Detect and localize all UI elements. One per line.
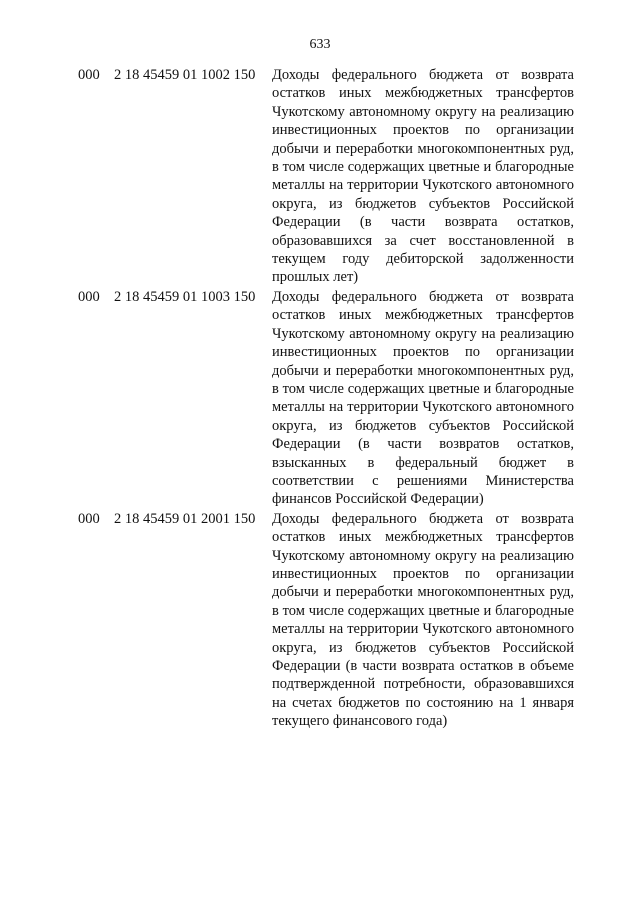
budget-classification-code: 2 18 45459 01 1002 150 [114, 67, 256, 83]
administrator-code: 000 [78, 67, 100, 83]
table-row [78, 66, 574, 287]
income-description: Доходы федерального бюджета от возврата остатков иных межбюджетных трансфертов Чукотскому автономному округу на реализацию инвестиционных проектов по организации добычи и переработки многокомпонентных руд, в том числе содержащих цветные и благородные металлы на территории Чукотского автономного округа, из бюджетов субъектов Российской Федерации (в части возврата остатков в объеме подтвержденной потребности, образовавшихся на счетах бюджетов по состоянию на 1 января текущего финансового года) [272, 510, 574, 730]
administrator-code: 000 [78, 510, 100, 527]
income-description: Доходы федерального бюджета от возврата остатков иных межбюджетных трансфертов Чукотскому автономному округу на реализацию инвестиционных проектов по организации добычи и переработки многокомпонентных руд, в том числе содержащих цветные и благородные металлы на территории Чукотского автономного округа, из бюджетов субъектов Российской Федерации (в части возвратов остатков, взысканных в федеральный бюджет в соответствии с решениями Министерства финансов Российской Федерации) [272, 288, 574, 508]
budget-classification-code: 2 18 45459 01 2001 150 [114, 510, 256, 527]
budget-code-table [78, 66, 574, 732]
budget-classification-code: 2 18 45459 01 1003 150 [114, 288, 256, 305]
page-number: 633 [309, 37, 331, 52]
income-description: Доходы федерального бюджета от возврата остатков иных межбюджетных трансфертов Чукотскому автономному округу на реализацию инвестиционных проектов по организации добычи и переработки многокомпонентных руд, в том числе содержащих цветные и благородные металлы на территории Чукотского автономного округа, из бюджетов субъектов Российской Федерации (в части возврата остатков, образовавшихся за счет восстановленной в текущем году дебиторской задолженности прошлых лет) [272, 67, 574, 286]
administrator-code: 000 [78, 288, 100, 305]
table-row [78, 510, 574, 731]
table-row [78, 288, 574, 509]
